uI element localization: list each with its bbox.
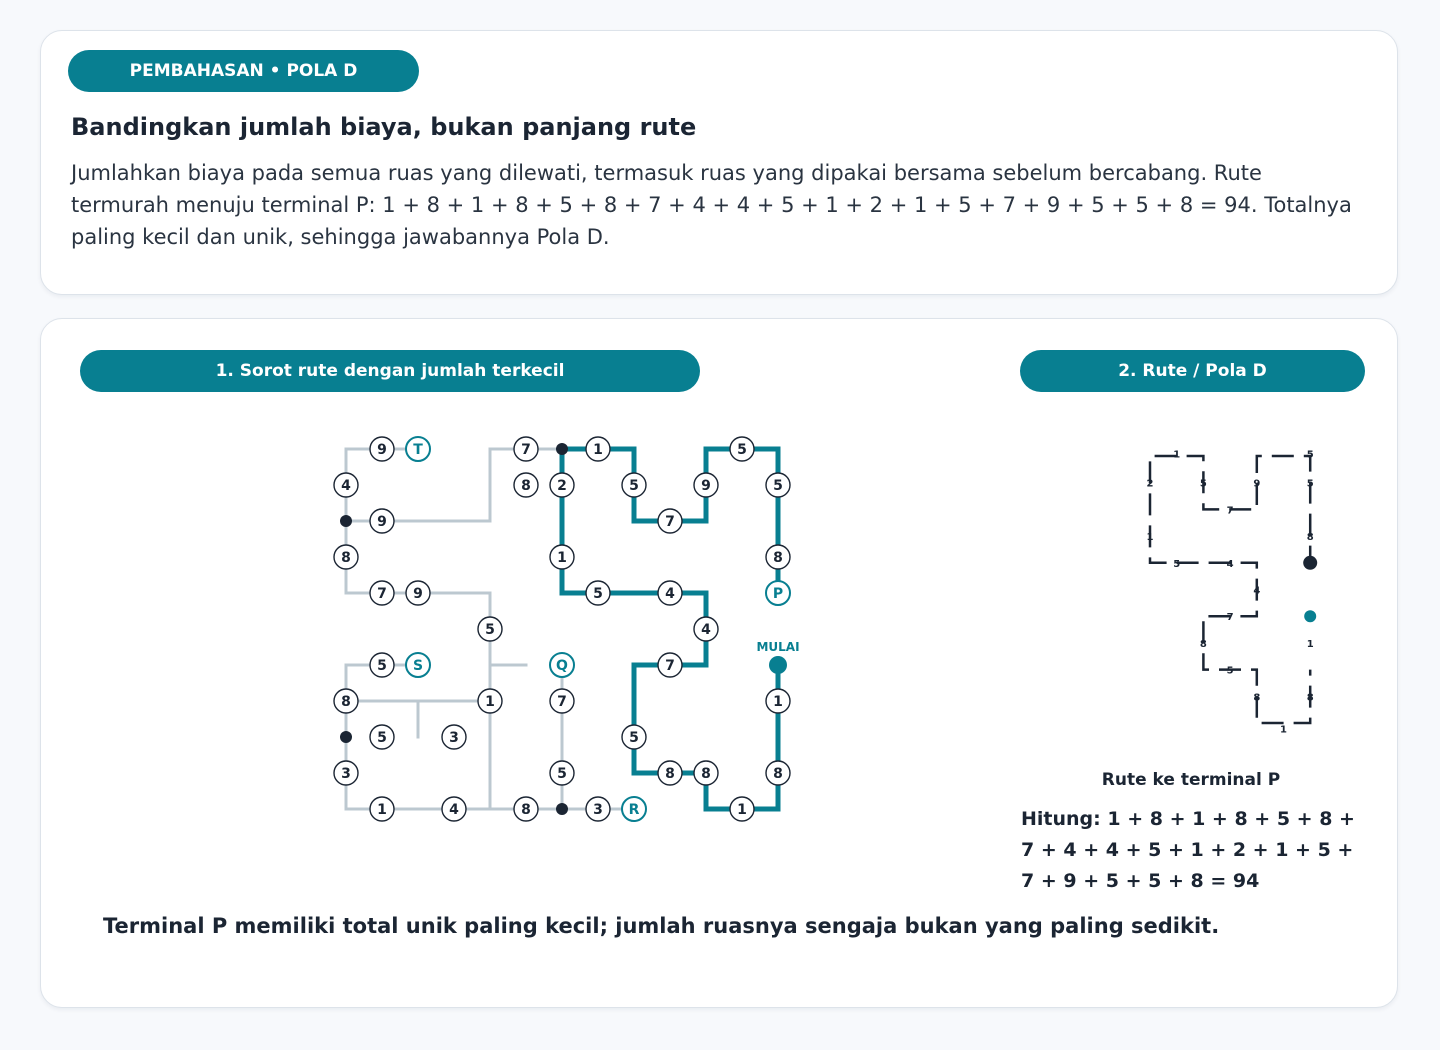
cost-label: 5 xyxy=(377,658,387,674)
conclusion-text: Terminal P memiliki total unik paling kecil; jumlah ruasnya sengaja bukan yang paling sedikit. xyxy=(103,914,1220,938)
cost-label: 8 xyxy=(665,766,675,782)
pattern-cost-label: 8 xyxy=(1199,638,1207,650)
cost-label: 4 xyxy=(449,802,459,818)
pattern-cost-label: 5 xyxy=(1226,665,1234,677)
cost-label: 9 xyxy=(413,586,423,602)
cost-label: 5 xyxy=(737,442,747,458)
pattern-cost-label: 9 xyxy=(1253,478,1261,490)
cost-label: 9 xyxy=(377,514,387,530)
pattern-cost-label: 1 xyxy=(1306,638,1314,650)
pattern-cost-label: 5 xyxy=(1306,478,1314,490)
pattern-cost-label: 8 xyxy=(1306,692,1314,704)
cost-label: 3 xyxy=(449,730,459,746)
cost-label: 5 xyxy=(773,478,783,494)
explanation-text: Jumlahkan biaya pada semua ruas yang dilewati, termasuk ruas yang dipakai bersama sebelum bercabang. Rute termurah menuju terminal P: 1 + 8 + 1 + 8 + 5 + 8 + 7 + 4 + 4 + 5 + 1 + 2 + 1 + 5 + 7 + 9 + 5 + 5 + 8 = 94. Totalnya paling kecil dan unik, sehingga jawabannya Pola D. xyxy=(71,161,1352,249)
pattern-cost-label: 7 xyxy=(1226,505,1234,517)
cost-label: 1 xyxy=(377,802,387,818)
pattern-cost-label: 1 xyxy=(1173,449,1181,461)
cost-label: 5 xyxy=(593,586,603,602)
cost-label: 5 xyxy=(629,478,639,494)
cost-label: 5 xyxy=(557,766,567,782)
pattern-cost-label: 7 xyxy=(1226,612,1234,624)
cost-label: 3 xyxy=(341,766,351,782)
pattern-cost-label: 1 xyxy=(1280,724,1287,736)
cost-label: 2 xyxy=(557,478,567,494)
cost-label: 7 xyxy=(557,694,567,710)
page-title: Bandingkan jumlah biaya, bukan panjang rute xyxy=(71,113,697,141)
cost-label: 1 xyxy=(485,694,495,710)
step2-label: 2. Rute / Pola D xyxy=(1020,350,1365,392)
pattern-cost-label: 5 xyxy=(1306,449,1314,461)
section-badge: PEMBAHASAN • POLA D xyxy=(68,50,419,92)
cost-label: 8 xyxy=(701,766,711,782)
cost-label: 4 xyxy=(701,622,711,638)
cost-label: 9 xyxy=(377,442,387,458)
cost-calculation: Hitung: 1 + 8 + 1 + 8 + 5 + 8 + 7 + 4 + 4 + 5 + 1 + 2 + 1 + 5 + 7 + 9 + 5 + 5 + 8 = 94 xyxy=(1021,808,1355,892)
cost-label: 1 xyxy=(737,802,747,818)
cost-label: 5 xyxy=(629,730,639,746)
cost-label: 7 xyxy=(521,442,531,458)
pattern-cost-label: 4 xyxy=(1253,585,1261,597)
terminal-label: S xyxy=(412,658,424,674)
cost-label: 8 xyxy=(521,802,531,818)
cost-label: 1 xyxy=(593,442,603,458)
pattern-cost-label: 8 xyxy=(1306,532,1314,544)
terminal-label: P xyxy=(772,586,784,602)
pattern-cost-label: 8 xyxy=(1253,692,1261,704)
pattern-cost-label: 2 xyxy=(1146,478,1154,490)
pattern-start-dot xyxy=(1304,610,1316,622)
cost-label: 8 xyxy=(341,550,351,566)
cost-label: 8 xyxy=(773,766,783,782)
solution-card xyxy=(40,318,1398,1008)
pattern-route xyxy=(1150,456,1310,723)
terminal-label: T xyxy=(413,442,423,458)
cost-label: 8 xyxy=(773,550,783,566)
step1-label: 1. Sorot rute dengan jumlah terkecil xyxy=(80,350,700,392)
pattern-end-dot xyxy=(1303,556,1317,570)
start-label: MULAI xyxy=(756,640,800,654)
cost-label: 7 xyxy=(665,658,675,674)
cost-label: 7 xyxy=(665,514,675,530)
pattern-caption: Rute ke terminal P xyxy=(1101,770,1281,790)
cost-label: 5 xyxy=(377,730,387,746)
pattern-cost-label: 5 xyxy=(1173,558,1181,570)
pattern-cost-label: 4 xyxy=(1226,558,1234,570)
cost-label: 8 xyxy=(521,478,531,494)
pattern-cost-label: 5 xyxy=(1199,478,1207,490)
cost-label: 3 xyxy=(593,802,603,818)
cost-label: 5 xyxy=(485,622,495,638)
cost-label: 4 xyxy=(665,586,675,602)
cost-label: 7 xyxy=(377,586,387,602)
cost-label: 8 xyxy=(341,694,351,710)
explanation-card xyxy=(40,30,1398,295)
terminal-label: Q xyxy=(556,658,568,674)
cost-label: 4 xyxy=(341,478,351,494)
terminal-label: R xyxy=(628,802,640,818)
route-pattern-diagram xyxy=(41,319,1399,1009)
cost-label: 1 xyxy=(773,694,783,710)
pattern-cost-label: 1 xyxy=(1146,532,1154,544)
cost-label: 9 xyxy=(701,478,711,494)
cost-label: 1 xyxy=(557,550,567,566)
